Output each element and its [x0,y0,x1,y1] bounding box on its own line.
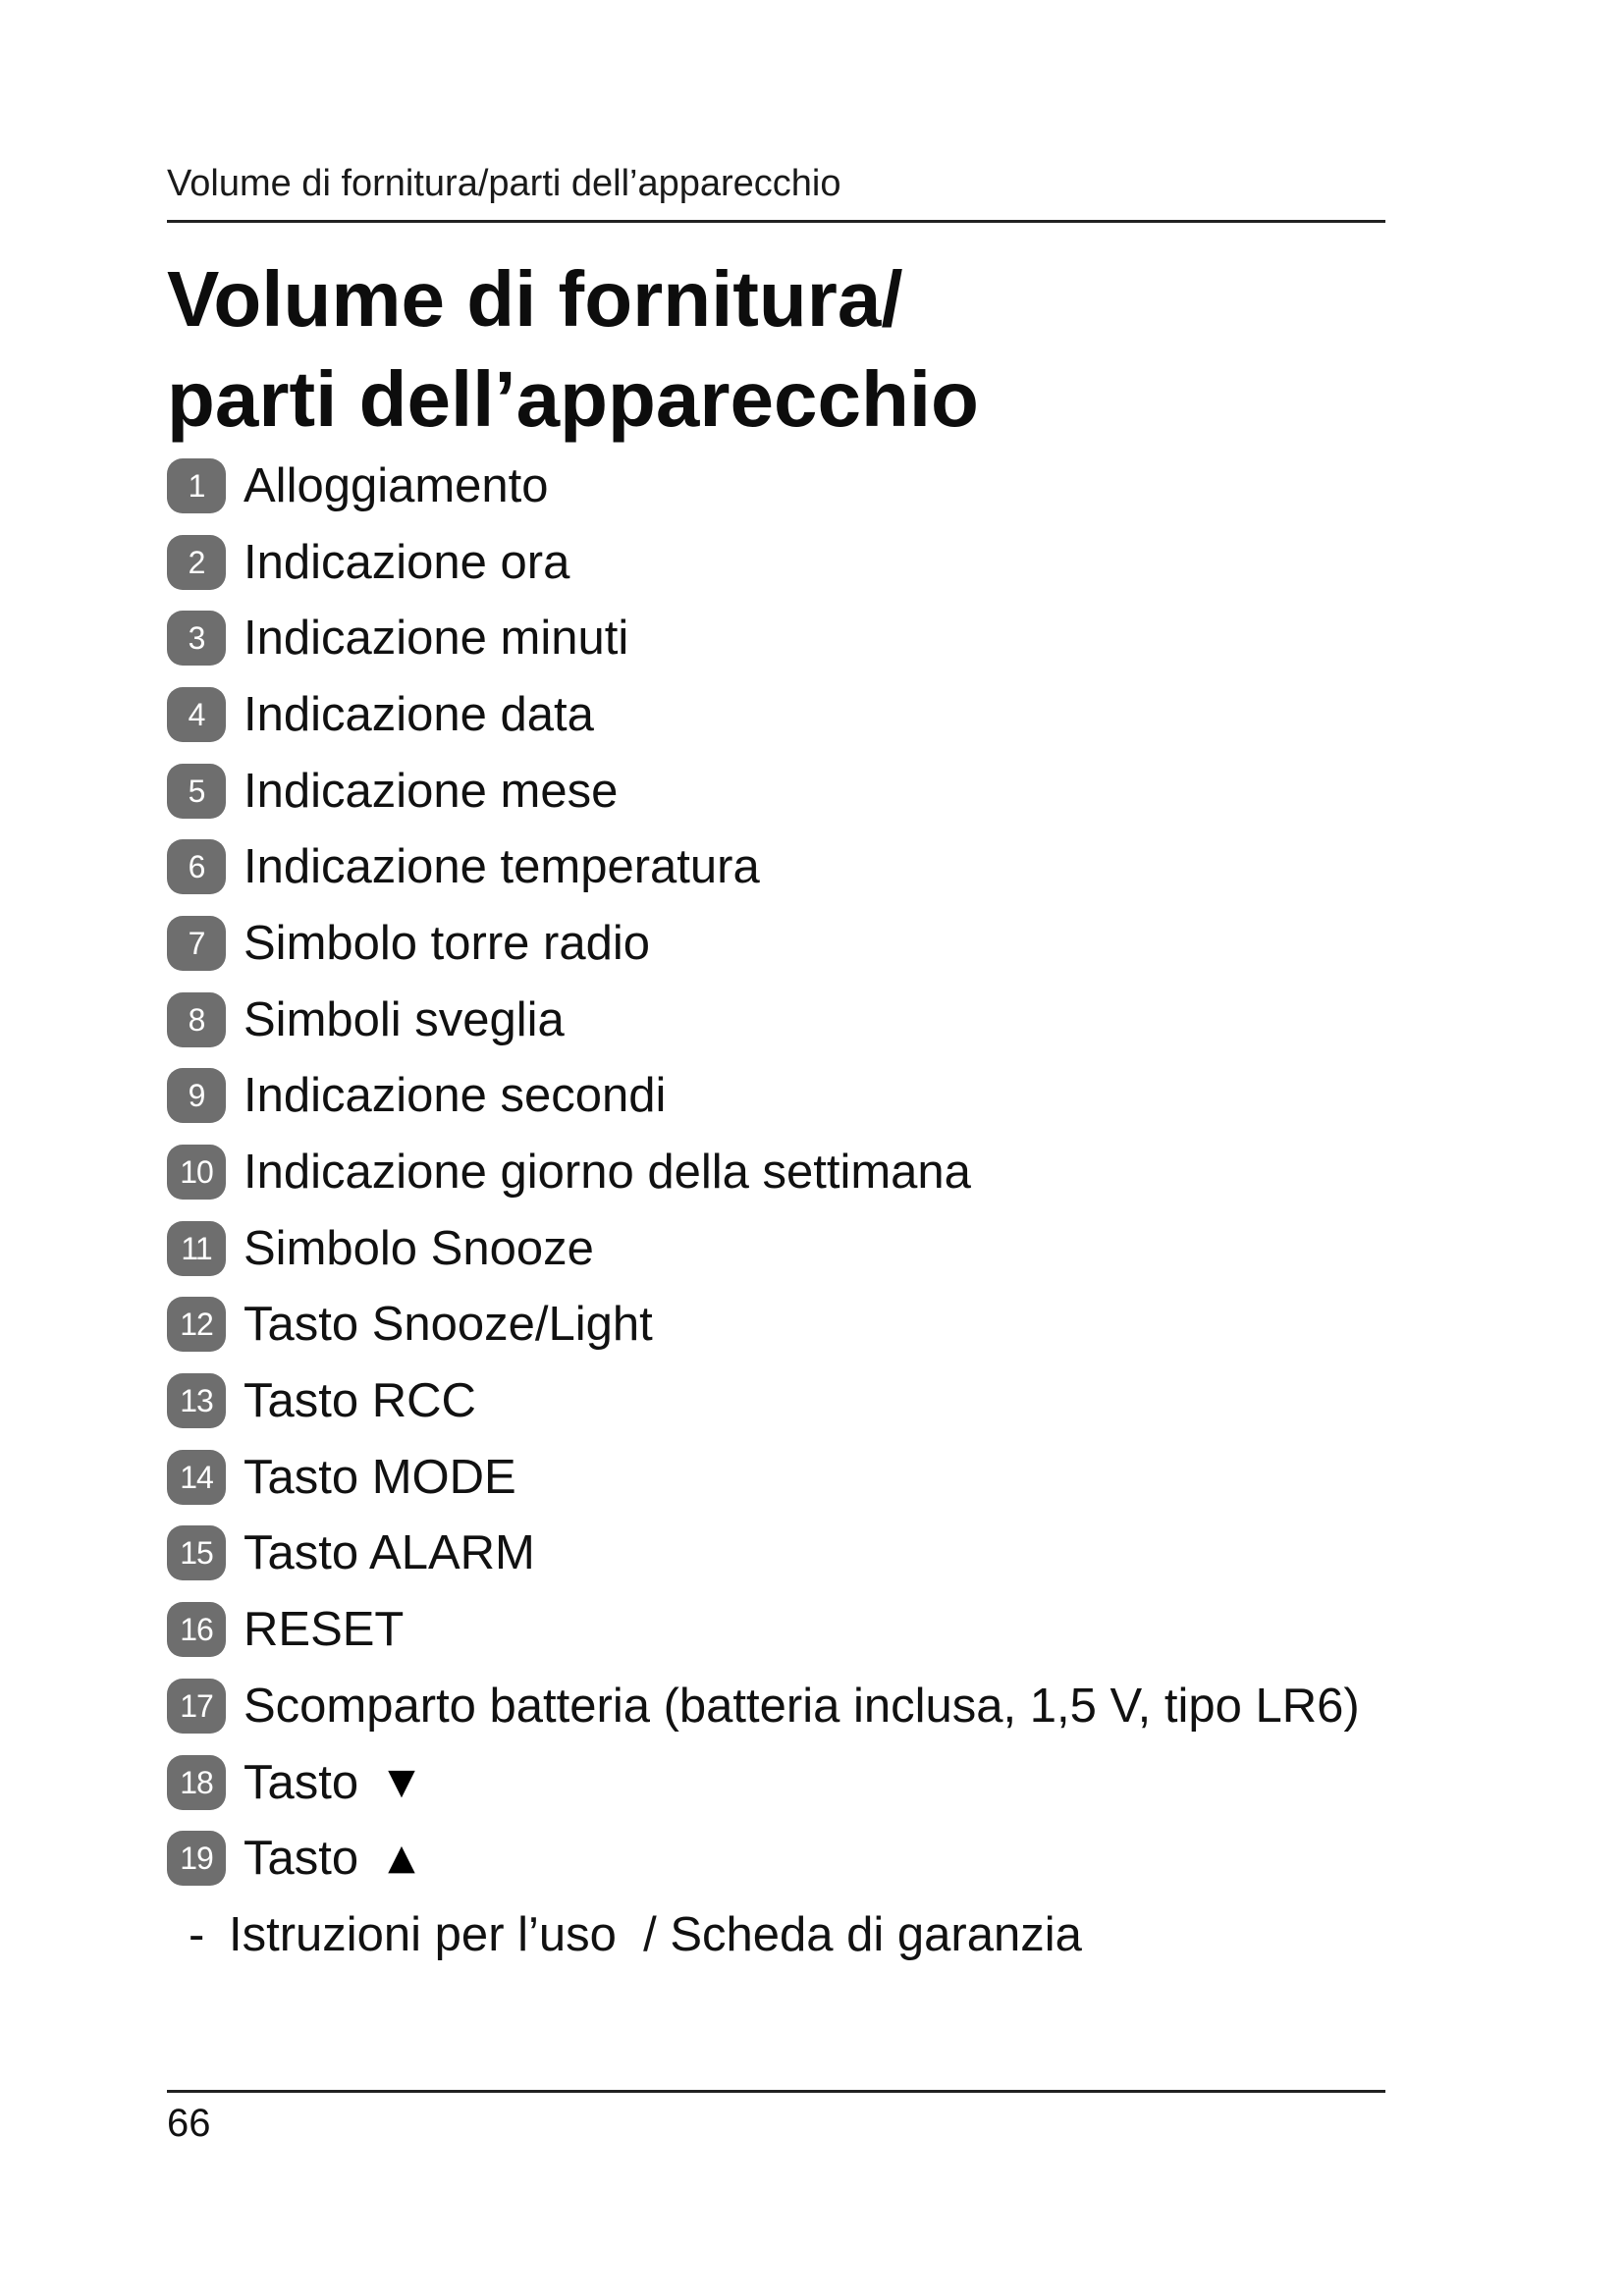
item-label: Tasto Snooze/Light [244,1298,653,1352]
item-number-badge: 2 [167,535,226,590]
parts-list-item [167,1287,1443,1363]
parts-list-item [167,753,1443,829]
parts-list-item [167,1820,1443,1896]
parts-list-item [167,1668,1443,1744]
item-number-badge: 1 [167,458,226,513]
parts-list-item [167,1058,1443,1135]
page-title-line-2: parti dell’apparecchio [167,355,979,443]
page-number: 66 [167,2102,211,2145]
item-label: Tasto ALARM [244,1526,535,1580]
item-label: Tasto MODE [244,1450,516,1504]
parts-list-item [167,905,1443,982]
item-label: Indicazione ora [244,535,570,589]
parts-list-item [167,1362,1443,1439]
parts-list-item [167,600,1443,676]
item-number-badge: 4 [167,687,226,742]
parts-list-item [167,1744,1443,1821]
item-number-badge: 9 [167,1068,226,1123]
item-label: Scomparto batteria (batteria inclusa, 1,5 V, tipo LR6) [244,1679,1360,1733]
accessory-label: Istruzioni per l’uso / Scheda di garanzia [229,1907,1082,1961]
parts-list-item [167,1439,1443,1516]
parts-list-item [167,524,1443,601]
page-title-line-1: Volume di fornitura/ [167,255,903,343]
item-label: Tasto RCC [244,1374,476,1428]
header-rule [167,220,1385,223]
parts-list [167,448,1443,1896]
item-number-badge: 12 [167,1297,226,1352]
item-number-badge: 8 [167,992,226,1047]
item-label: Indicazione giorno della settimana [244,1146,971,1200]
item-number-badge: 15 [167,1525,226,1580]
item-label: Tasto [244,1755,359,1809]
item-label: Indicazione data [244,687,594,741]
parts-list-item [167,1591,1443,1668]
item-number-badge: 17 [167,1679,226,1734]
parts-list-item [167,448,1443,524]
item-number-badge: 14 [167,1450,226,1505]
item-label: Indicazione mese [244,764,619,818]
parts-list-item [167,828,1443,905]
item-number-badge: 10 [167,1145,226,1200]
running-header: Volume di fornitura/parti dell’apparecchio [167,163,841,204]
item-number-badge: 13 [167,1373,226,1428]
item-label: Simbolo Snooze [244,1221,594,1275]
item-number-badge: 7 [167,916,226,971]
item-number-badge: 5 [167,764,226,819]
triangle-down-icon: ▼ [388,1761,415,1802]
item-label: Alloggiamento [244,458,549,512]
list-dash: - [189,1907,205,1961]
item-number-badge: 16 [167,1602,226,1657]
item-number-badge: 19 [167,1831,226,1886]
triangle-up-icon: ▲ [388,1838,415,1879]
item-label: Indicazione minuti [244,612,629,666]
item-number-badge: 11 [167,1221,226,1276]
item-label: Tasto [244,1832,359,1886]
item-number-badge: 18 [167,1755,226,1810]
item-label: Indicazione secondi [244,1069,667,1123]
item-label: RESET [244,1603,405,1657]
parts-list-item [167,1134,1443,1210]
item-label: Simbolo torre radio [244,916,650,970]
parts-list-item [167,676,1443,753]
accessory-item [189,1896,1082,1973]
page-title [167,249,979,450]
parts-list-item [167,1516,1443,1592]
parts-list-item [167,982,1443,1058]
item-number-badge: 6 [167,839,226,894]
item-number-badge: 3 [167,611,226,666]
item-label: Indicazione temperatura [244,840,760,894]
footer-rule [167,2090,1385,2093]
parts-list-item [167,1210,1443,1287]
item-label: Simboli sveglia [244,992,565,1046]
